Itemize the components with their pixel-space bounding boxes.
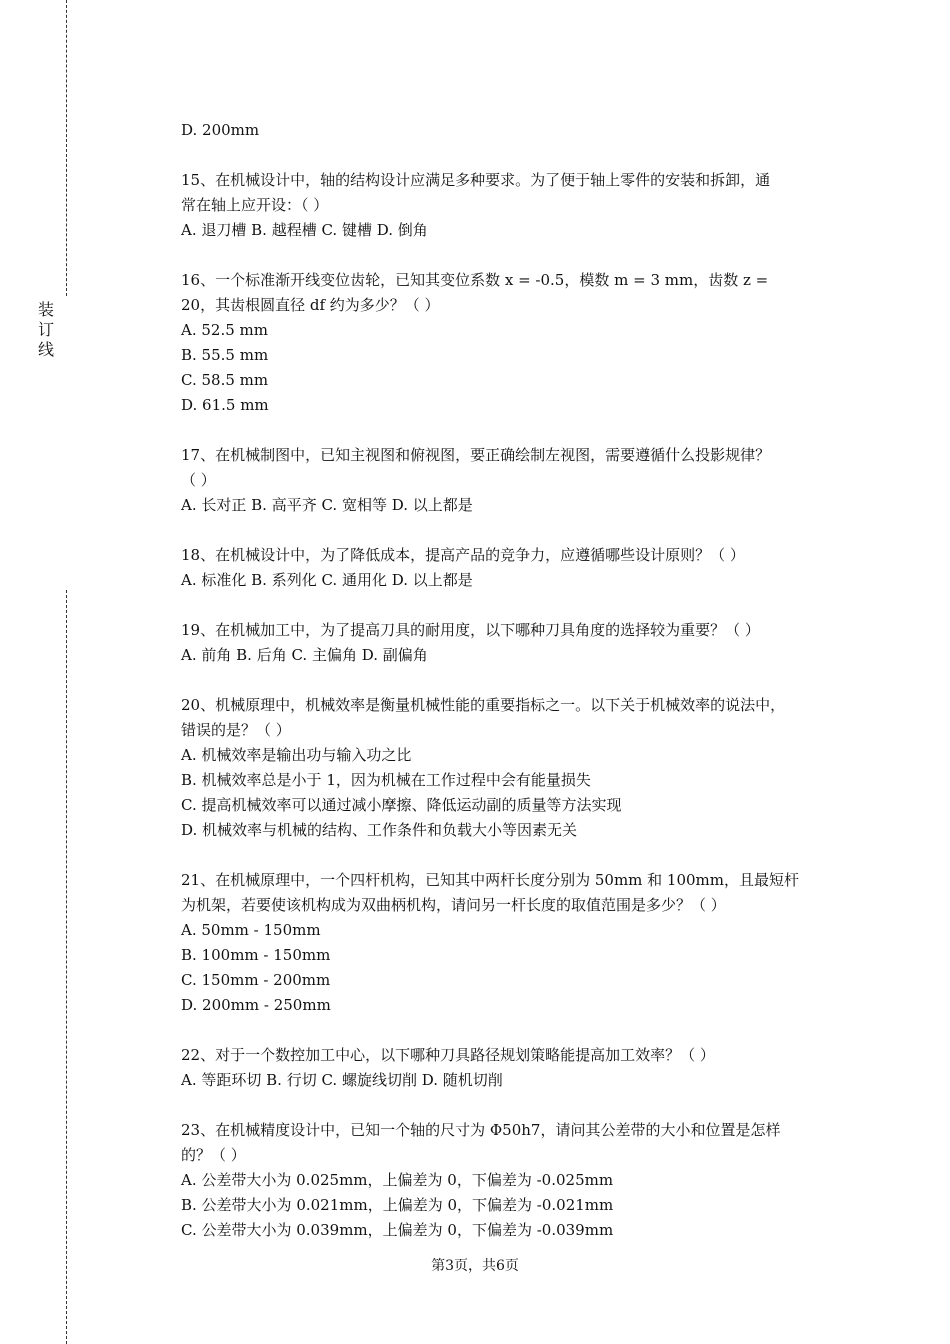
text-line: A. 前角 B. 后角 C. 主偏角 D. 副偏角: [181, 646, 428, 664]
text-line: A. 50mm - 150mm: [181, 921, 321, 939]
question-content: [181, 118, 846, 1243]
text-line: B. 公差带大小为 0.021mm，上偏差为 0，下偏差为 -0.021mm: [181, 1196, 614, 1214]
text-line: 20、机械原理中，机械效率是衡量机械性能的重要指标之一。以下关于机械效率的说法中，: [181, 696, 786, 714]
text-line: 15、在机械设计中，轴的结构设计应满足多种要求。为了便于轴上零件的安装和拆卸，通: [181, 171, 771, 189]
text-line: D. 机械效率与机械的结构、工作条件和负载大小等因素无关: [181, 821, 578, 839]
text-line: B. 100mm - 150mm: [181, 946, 331, 964]
blank-gap: [181, 1018, 846, 1043]
blank-gap: [181, 668, 846, 693]
text-line: A. 公差带大小为 0.025mm，上偏差为 0，下偏差为 -0.025mm: [181, 1171, 614, 1189]
text-line: 18、在机械设计中，为了降低成本，提高产品的竞争力，应遵循哪些设计原则？（ ）: [181, 546, 745, 564]
text-line: B. 机械效率总是小于 1，因为机械在工作过程中会有能量损失: [181, 771, 591, 789]
text-line: 16、一个标准渐开线变位齿轮，已知其变位系数 x = -0.5，模数 m = 3 mm，齿数 z =: [181, 271, 769, 289]
text-line: 17、在机械制图中，已知主视图和俯视图，要正确绘制左视图，需要遵循什么投影规律？: [181, 446, 771, 464]
text-line: D. 200mm: [181, 121, 260, 139]
text-line: 22、对于一个数控加工中心，以下哪种刀具路径规划策略能提高加工效率？（ ）: [181, 1046, 715, 1064]
text-line: 23、在机械精度设计中，已知一个轴的尺寸为 Φ50h7，请问其公差带的大小和位置是怎样: [181, 1121, 781, 1139]
text-line: C. 提高机械效率可以通过减小摩擦、降低运动副的质量等方法实现: [181, 796, 622, 814]
blank-gap: [181, 143, 846, 168]
text-line: 的？（ ）: [181, 1146, 246, 1164]
text-line: A. 52.5 mm: [181, 321, 268, 339]
text-line: C. 公差带大小为 0.039mm，上偏差为 0，下偏差为 -0.039mm: [181, 1221, 614, 1239]
text-line: 错误的是？（ ）: [181, 721, 291, 739]
blank-gap: [181, 593, 846, 618]
text-line: （ ）: [181, 471, 216, 489]
blank-gap: [181, 243, 846, 268]
text-line: 常在轴上应开设：（ ）: [181, 196, 329, 214]
text-line: D. 200mm - 250mm: [181, 996, 331, 1014]
blank-gap: [181, 1093, 846, 1118]
text-line: C. 150mm - 200mm: [181, 971, 331, 989]
text-line: 19、在机械加工中，为了提高刀具的耐用度，以下哪种刀具角度的选择较为重要？（ ）: [181, 621, 760, 639]
text-line: A. 机械效率是输出功与输入功之比: [181, 746, 412, 764]
blank-gap: [181, 518, 846, 543]
text-line: A. 退刀槽 B. 越程槽 C. 键槽 D. 倒角: [181, 221, 428, 239]
text-line: 为机架，若要使该机构成为双曲柄机构，请问另一杆长度的取值范围是多少？（ ）: [181, 896, 726, 914]
binding-line-top: [66, 0, 67, 296]
blank-gap: [181, 418, 846, 443]
binding-line-bottom: [66, 590, 67, 1344]
text-line: B. 55.5 mm: [181, 346, 269, 364]
text-line: A. 等距环切 B. 行切 C. 螺旋线切削 D. 随机切削: [181, 1071, 503, 1089]
text-line: 21、在机械原理中，一个四杆机构，已知其中两杆长度分别为 50mm 和 100mm，且最短杆: [181, 871, 800, 889]
text-line: C. 58.5 mm: [181, 371, 269, 389]
text-line: D. 61.5 mm: [181, 396, 269, 414]
text-line: A. 长对正 B. 高平齐 C. 宽相等 D. 以上都是: [181, 496, 473, 514]
text-line: A. 标准化 B. 系列化 C. 通用化 D. 以上都是: [181, 571, 473, 589]
binding-label: 装订线: [37, 300, 54, 359]
page-footer: 第3页，共6页: [431, 1258, 519, 1274]
blank-gap: [181, 843, 846, 868]
text-line: 20，其齿根圆直径 df 约为多少？（ ）: [181, 296, 440, 314]
